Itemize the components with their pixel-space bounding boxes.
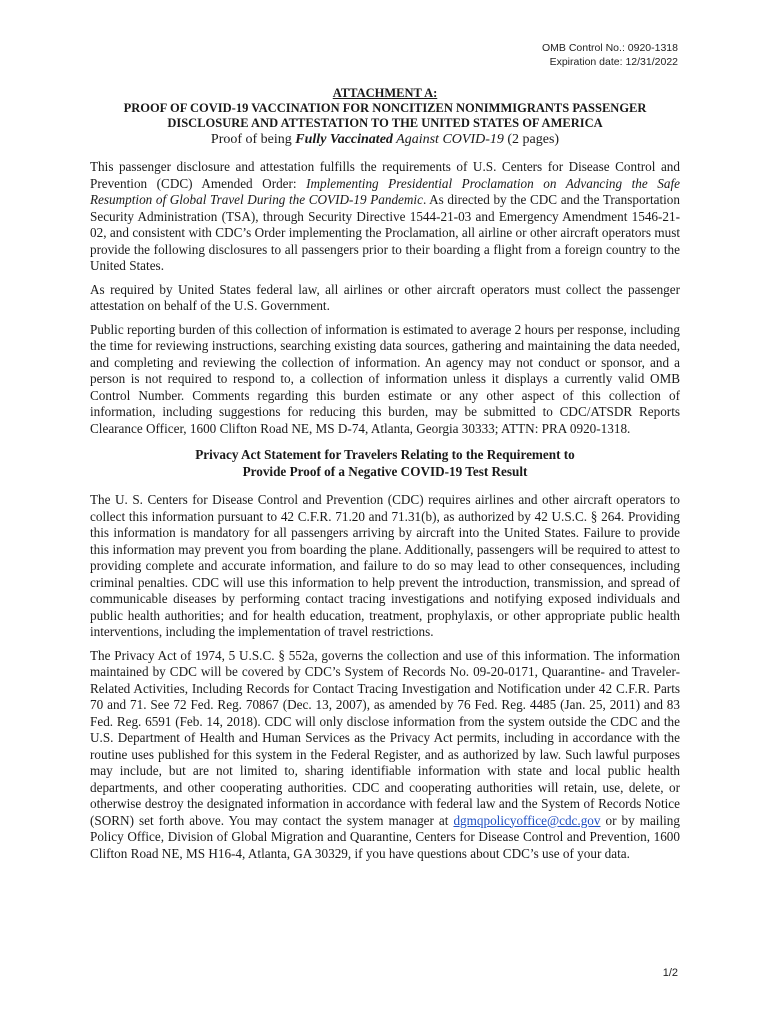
attachment-title: ATTACHMENT A: — [332, 86, 438, 100]
proof-suffix: (2 pages) — [503, 132, 560, 147]
paragraph-cdc-requirement: The U. S. Centers for Disease Control and Prevention (CDC) requires airlines and other aircraft operators to collect this information pursuant to 42 C.F.R. 71.20 and 71.31(b), as authorized by 42 U.S.C. § 264. Providing this information is mandatory for all passengers arriving by aircraft into the United States. Failure to provide this information may prevent you from boarding the plane. Additionally, passengers will be required to attest to providing complete and accurate information, and failure to do so may lead to other consequences, including criminal penalties. CDC will use this information to help prevent the introduction, transmission, and spread of communicable diseases by performing contact tracing investigations and notifying exposed individuals and public health authorities; and for health education, treatment, prophylaxis, or other appropriate public health interventions, including the implementation of travel restrictions. — [90, 492, 680, 639]
proof-subtitle — [90, 131, 680, 148]
document-header — [90, 86, 680, 148]
order-title: Implementing Presidential Proclamation on Advancing the Safe Resumption of Global Travel During the COVID-19 Pandemic — [90, 175, 680, 207]
page-number: 1/2 — [662, 967, 678, 979]
expiration-date: Expiration date: 12/31/2022 — [549, 56, 678, 68]
document-body — [90, 159, 680, 869]
privacy-heading-line-1: Privacy Act Statement for Travelers Relating to the Requirement to — [195, 447, 575, 462]
proof-prefix: Proof of being — [210, 132, 296, 147]
privacy-heading — [90, 447, 680, 480]
paragraph-disclosure — [90, 159, 680, 275]
title-line-1: PROOF OF COVID-19 VACCINATION FOR NONCITIZEN NONIMMIGRANTS PASSENGER — [123, 101, 647, 115]
omb-block — [542, 41, 678, 69]
privacy-heading-line-2: Provide Proof of a Negative COVID-19 Test Result — [242, 463, 528, 479]
proof-italic: Against COVID-19 — [392, 132, 504, 147]
para5-text-b: or by mailing Policy Office, Division of Global Migration and Quarantine, Centers for Disease Control and Prevention, 1600 Clifton Road NE, MS H16-4, Atlanta, GA 30329, if you have questions about CDC’s use of your data. — [90, 812, 680, 861]
paragraph-federal-law: As required by United States federal law, all airlines or other aircraft operators must collect the passenger attestation on behalf of the U.S. Government. — [90, 281, 680, 313]
email-link[interactable]: dgmqpolicyoffice@cdc.gov — [453, 812, 601, 828]
para1-text-a: This passenger disclosure and attestation fulfills the requirements of U.S. Centers for Disease Control and Prevention (CDC) Amended Order: — [90, 159, 680, 191]
proof-bold: Fully Vaccinated — [295, 132, 393, 147]
paragraph-privacy-act — [90, 648, 680, 863]
paragraph-burden: Public reporting burden of this collection of information is estimated to average 2 hours per response, including the time for reviewing instructions, searching existing data sources, gathering and maintaining the data needed, and completing and reviewing the collection of information. An agency may not conduct or sponsor, and a person is not required to respond to, a collection of information unless it displays a currently valid OMB Control Number. Comments regarding this burden estimate or any other aspect of this collection of information, including suggestions for reducing this burden, may be submitted to CDC/ATSDR Reports Clearance Officer, 1600 Clifton Road NE, MS D-74, Atlanta, Georgia 30333; ATTN: PRA 0920-1318. — [90, 321, 680, 436]
omb-control-number: OMB Control No.: 0920-1318 — [542, 42, 678, 54]
para1-text-b: . As directed by the CDC and the Transportation Security Administration (TSA), through Security Directive 1544-21-03 and Emergency Amendment 1546-21-02, and consistent with CDC’s Order implementing the Proclamation, all airline or other aircraft operators must provide the following disclosures to all passengers prior to their boarding a flight from a foreign country to the United States. — [90, 192, 680, 273]
title-line-2: DISCLOSURE AND ATTESTATION TO THE UNITED STATES OF AMERICA — [167, 116, 603, 130]
para5-text-a: The Privacy Act of 1974, 5 U.S.C. § 552a, governs the collection and use of this information. The information maintained by CDC will be covered by CDC’s System of Records No. 09-20-0171, Quarantine- and Traveler-Related Activities, Including Records for Contact Tracing Investigation and Notification under 42 C.F.R. Parts 70 and 71. See 72 Fed. Reg. 70867 (Dec. 13, 2007), as amended by 76 Fed. Reg. 4485 (Jan. 25, 2011) and 83 Fed. Reg. 6591 (Feb. 14, 2018). CDC will only disclose information from the system outside the CDC and the U.S. Department of Health and Human Services as the Privacy Act permits, including in accordance with the routine uses published for this system in the Federal Register, and as authorized by law. Such lawful purposes may include, but are not limited to, sharing identifiable information with state and local public health departments, and other cooperating authorities. CDC and cooperating authorities will retain, use, delete, or otherwise destroy the designated information in accordance with federal law and the System of Records Notice (SORN) set forth above. You may contact the system manager at — [90, 647, 680, 828]
